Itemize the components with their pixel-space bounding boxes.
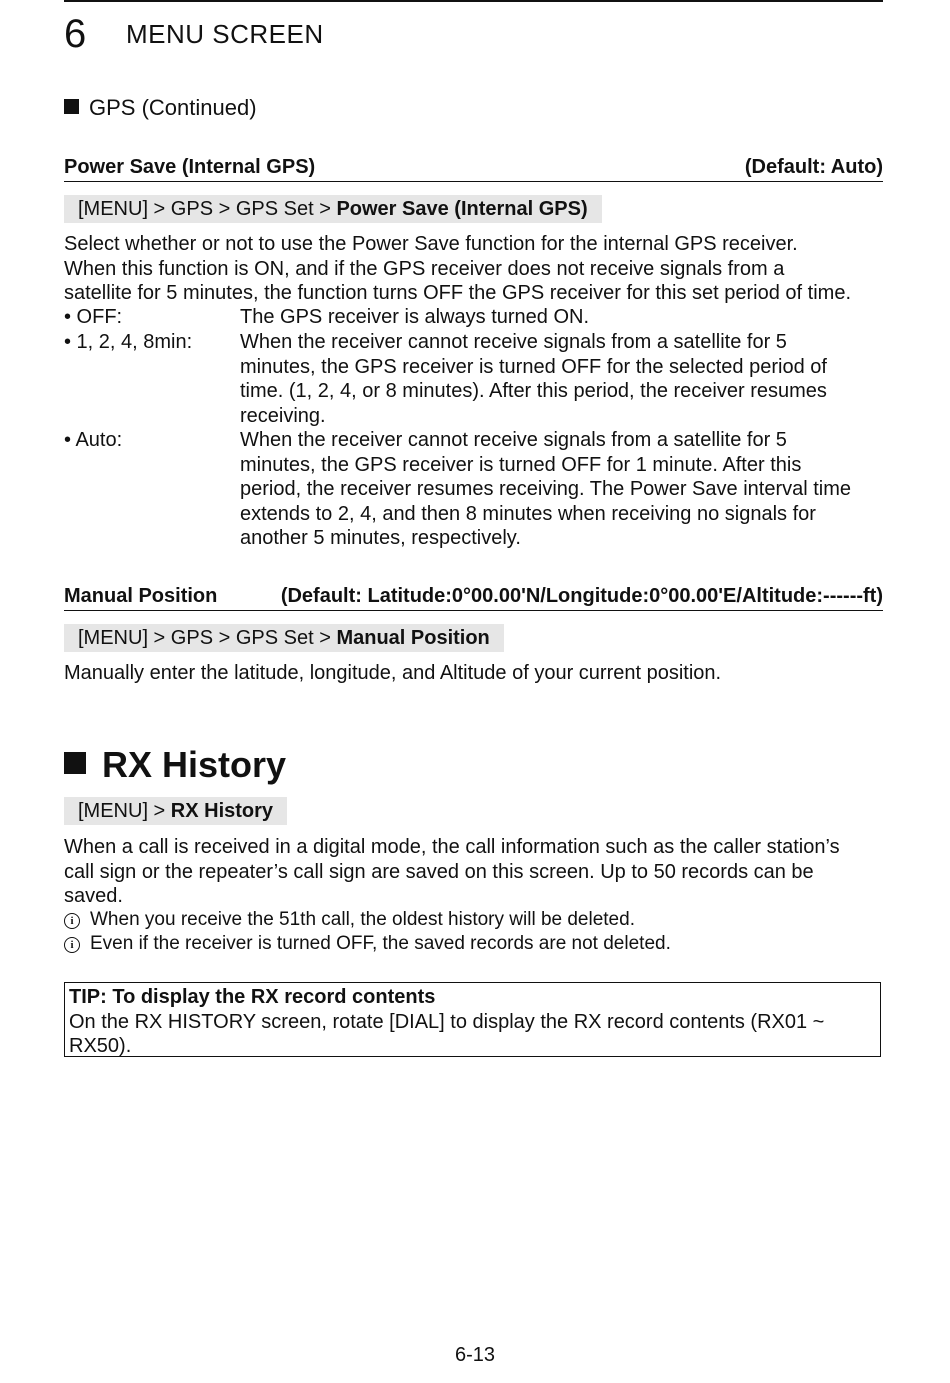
section-heading-gps: [64, 94, 257, 122]
text-line: saved.: [64, 885, 123, 907]
manual-position-default: (Default: Latitude:0°00.00'N/Longitude:0°00.00'E/Altitude:------ft): [280, 585, 883, 607]
text-line: call sign or the repeater’s call sign are saved on this screen. Up to 50 records can be: [64, 860, 814, 883]
section-title: GPS (Continued): [89, 95, 257, 120]
chapter-title: MENU SCREEN: [126, 19, 324, 49]
option-desc-minutes: [240, 330, 890, 428]
path-target: Power Save (Internal GPS): [336, 198, 588, 220]
power-save-description: [64, 232, 894, 306]
text-line: receiving.: [240, 404, 326, 427]
power-save-menu-path: [64, 195, 602, 223]
square-bullet-icon: [64, 99, 79, 114]
text-line: The GPS receiver is always turned ON.: [240, 306, 590, 328]
rx-history-title: RX History: [102, 744, 287, 785]
option-desc-auto: [240, 428, 890, 551]
path-prefix: [MENU] > GPS > GPS Set >: [78, 198, 337, 220]
info-icon: i: [64, 937, 80, 953]
path-target: RX History: [170, 800, 274, 822]
path-target: Manual Position: [336, 627, 490, 649]
square-bullet-icon: [64, 752, 86, 774]
note-text: Even if the receiver is turned OFF, the saved records are not deleted.: [90, 933, 671, 954]
top-rule: [64, 0, 883, 2]
note-text: When you receive the 51th call, the oldest history will be deleted.: [90, 909, 635, 930]
manual-position-heading: [64, 583, 883, 611]
text-line: When this function is ON, and if the GPS receiver does not receive signals from a: [64, 257, 785, 280]
text-line: satellite for 5 minutes, the function turns OFF the GPS receiver for this set period of time.: [64, 282, 852, 304]
rx-history-note: [64, 908, 635, 932]
option-label-auto: • Auto:: [64, 429, 123, 451]
text-line: time. (1, 2, 4, or 8 minutes). After this period, the receiver resumes: [240, 380, 827, 402]
text-line: another 5 minutes, respectively.: [240, 527, 521, 549]
text-line: RX50).: [69, 1035, 132, 1057]
rx-history-heading: [64, 744, 286, 786]
text-line: minutes, the GPS receiver is turned OFF for 1 minute. After this: [240, 453, 802, 476]
chapter-number: 6: [64, 12, 87, 56]
rx-history-description: [64, 835, 894, 909]
text-line: When the receiver cannot receive signals from a satellite for 5: [240, 429, 787, 451]
text-line: On the RX HISTORY screen, rotate [DIAL] to display the RX record contents (RX01 ~: [69, 1010, 825, 1033]
text-line: When a call is received in a digital mode, the call information such as the caller station’s: [64, 836, 840, 858]
manual-position-title: Manual Position: [64, 585, 218, 607]
text-line: extends to 2, 4, and then 8 minutes when receiving no signals for: [240, 502, 816, 525]
tip-box: [64, 982, 881, 1057]
text-line: When the receiver cannot receive signals from a satellite for 5: [240, 331, 787, 353]
option-label-minutes: • 1, 2, 4, 8min:: [64, 331, 193, 353]
tip-title: TIP: To display the RX record contents: [69, 986, 436, 1008]
rx-history-note: [64, 932, 671, 956]
rx-history-menu-path: [64, 797, 287, 825]
manual-position-description: Manually enter the latitude, longitude, and Altitude of your current position.: [64, 662, 722, 684]
page-number: 6-13: [454, 1344, 496, 1366]
power-save-default: (Default: Auto): [744, 156, 883, 178]
path-prefix: [MENU] > GPS > GPS Set >: [78, 627, 337, 649]
option-desc-off: [240, 305, 890, 330]
text-line: minutes, the GPS receiver is turned OFF for the selected period of: [240, 355, 827, 378]
text-line: Select whether or not to use the Power Save function for the internal GPS receiver.: [64, 233, 798, 255]
power-save-heading: [64, 154, 883, 182]
path-prefix: [MENU] >: [78, 800, 171, 822]
text-line: period, the receiver resumes receiving. The Power Save interval time: [240, 478, 852, 500]
power-save-title: Power Save (Internal GPS): [64, 156, 316, 178]
info-icon: i: [64, 913, 80, 929]
option-label-off: • OFF:: [64, 306, 123, 328]
manual-position-menu-path: [64, 624, 504, 652]
